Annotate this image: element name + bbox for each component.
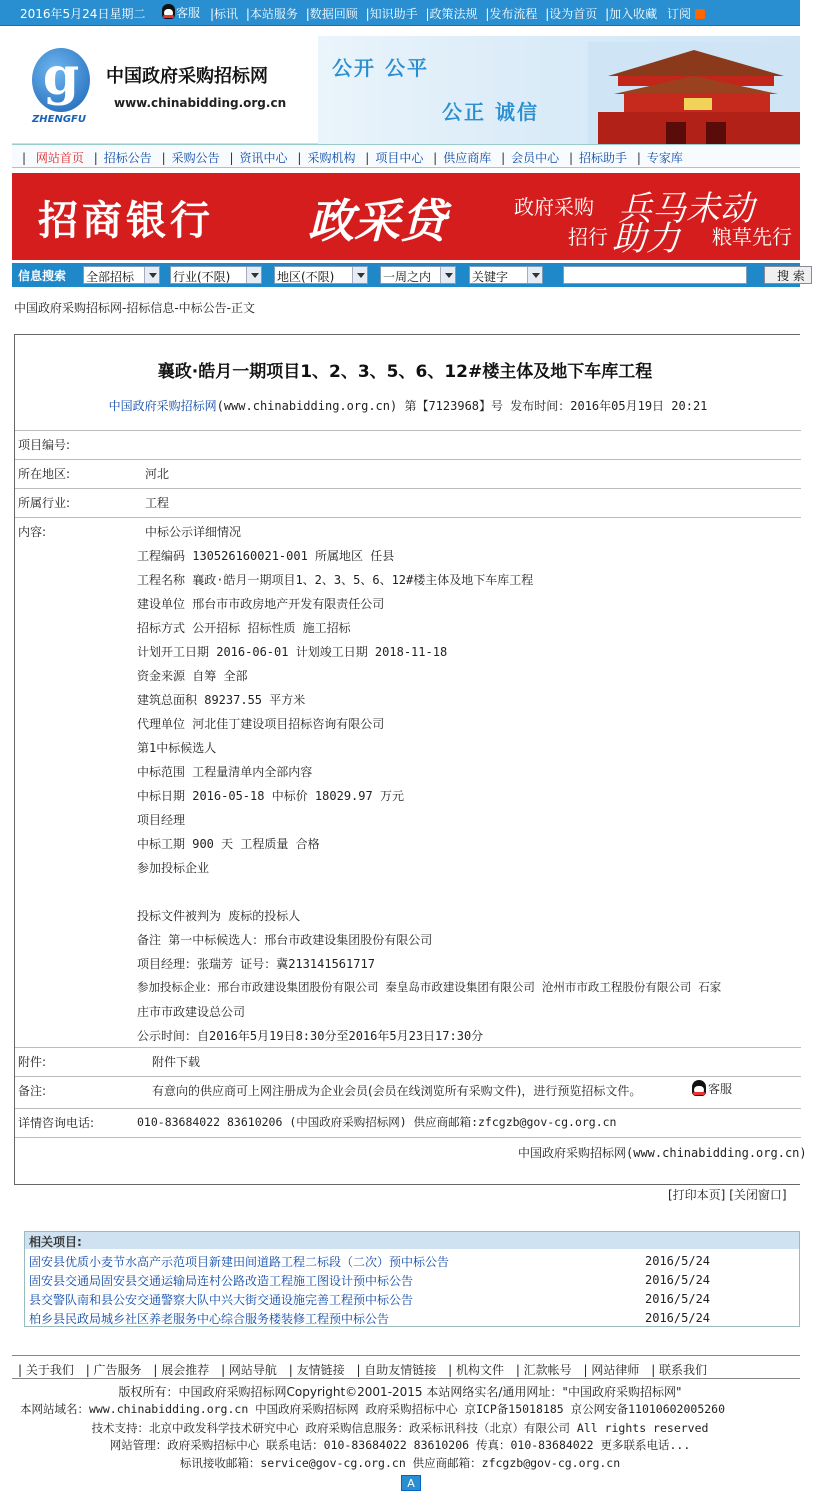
article-signature: 中国政府采购招标网(www.chinabidding.org.cn) [518,1146,807,1160]
content-line: 项目经理：张瑞芳 证号：冀213141561717 [137,957,375,971]
related-projects [24,1231,800,1327]
article-title: 襄政·皓月一期项目1、2、3、5、6、12#楼主体及地下车库工程 [157,362,653,382]
content-line: 庄市市政建设总公司 [137,1005,246,1019]
top-link-publish-flow[interactable]: |发布流程 [485,7,538,21]
logo-subtitle: ZHENGFU [32,114,86,125]
related-item-date: 2016/5/24 [645,1311,711,1325]
content-line: 代理单位 河北佳丁建设项目招标咨询有限公司 [137,717,385,731]
related-item[interactable]: 县交警队南和县公安交通警察大队中兴大街交通设施完善工程预中标公告 [29,1293,414,1307]
content-line: 项目经理 [137,813,186,827]
region-select[interactable]: 地区(不限) [274,266,368,284]
footer-link-remit[interactable]: | 汇款帐号 [515,1363,572,1377]
slogan-line-2: 公正 诚信 [442,100,539,124]
content-line: 工程名称 襄政·皓月一期项目1、2、3、5、6、12#楼主体及地下车库工程 [137,573,534,587]
content-line: 工程编码 130526160021-001 所属地区 任县 [137,549,395,563]
content-line: 中标范围 工程量清单内全部内容 [137,765,313,779]
footer-link-friends[interactable]: | 友情链接 [288,1363,345,1377]
content-line: 中标公示详细情况 [145,525,242,539]
field-phone: 详情咨询电话: 010-83684022 83610206 (中国政府采购招标网) 供应商邮箱:zfcgzb@gov-cg.org.cn [15,1109,801,1138]
top-link-set-homepage[interactable]: |设为首页 [545,7,598,21]
banner-bank-name: 招商银行 [38,197,214,244]
banner-product: 政采贷 [308,194,446,248]
attachment-download-link[interactable]: 附件下载 [152,1055,201,1069]
content-line: 资金来源 自筹 全部 [137,669,248,683]
footer-link-self-friends[interactable]: | 自助友情链接 [356,1363,437,1377]
customer-service-link[interactable]: 客服 [162,4,200,21]
footer-link-ads[interactable]: | 广告服务 [85,1363,142,1377]
nav-expert-db[interactable]: 专家库 [646,151,683,165]
search-bar [12,263,805,287]
slogan-panel [318,36,800,144]
top-bar [0,0,800,26]
breadcrumb[interactable]: 中国政府采购招标网-招标信息-中标公告-正文 [14,301,255,315]
close-window-link[interactable]: [关闭窗口] [729,1188,787,1202]
tiananmen-gate-illustration [588,42,800,144]
banner-slogan-a: 政府采购 [514,195,594,219]
footer-link-about[interactable]: | 关于我们 [18,1363,74,1377]
nav-home[interactable]: 网站首页 [35,151,84,165]
nav-supplier-db[interactable]: 供应商库 [443,151,492,165]
footer-link-lawyer[interactable]: | 网站律师 [583,1363,640,1377]
rss-icon [695,9,705,19]
nav-bid-notices[interactable]: 招标公告 [103,151,152,165]
content-line: 中标日期 2016-05-18 中标价 18029.97 万元 [137,789,404,803]
banner-slogan-b: 兵马未动 [618,189,754,229]
content-line: 中标工期 900 天 工程质量 合格 [137,837,320,851]
content-line: 备注 第一中标候选人：邢台市政建设集团股份有限公司 [137,933,433,947]
nav-bid-assistant[interactable]: 招标助手 [579,151,628,165]
nav-member-center[interactable]: 会员中心 [511,151,560,165]
footer-link-expo[interactable]: | 展会推荐 [153,1363,210,1377]
field-select[interactable]: 关键字 [469,266,543,284]
article-panel [14,334,807,1185]
chevron-down-icon [440,267,455,283]
category-select[interactable]: 全部招标 [83,266,160,284]
top-links [208,5,709,22]
top-link-data-review[interactable]: |数据回顾 [305,7,358,21]
article-meta: 中国政府采购招标网(www.chinabidding.org.cn) 第【7123968】号 发布时间：2016年05月19日 20:21 [108,399,708,413]
chevron-down-icon [352,267,367,283]
top-link-favorite[interactable]: |加入收藏 [605,7,658,21]
nav-procurement-notices[interactable]: 采购公告 [171,151,220,165]
back-to-top-button[interactable]: A [401,1475,421,1491]
main-nav: | 网站首页 | 招标公告 | 采购公告 | 资讯中心 | 采购机构 | 项目中心 | 供应商库 | 会员中心 | 招标助手 | 专家库 [12,144,800,168]
chevron-down-icon [144,267,159,283]
search-input[interactable] [563,266,747,284]
content-line: 投标文件被判为 废标的投标人 [137,909,301,923]
footer-divider [12,1378,800,1379]
footer-admin: 网站管理：政府采购招标中心 联系电话：010-83684022 83610206 传真：010-83684022 更多联系电话... [109,1438,691,1452]
page-actions [668,1186,787,1203]
industry-select[interactable]: 行业(不限) [170,266,262,284]
nav-procurement-agencies[interactable]: 采购机构 [307,151,356,165]
banner-slogan-e: 粮草先行 [712,225,792,249]
chevron-down-icon [527,267,542,283]
content-line: 计划开工日期 2016-06-01 计划竣工日期 2018-11-18 [137,645,448,659]
ad-banner[interactable] [12,173,800,260]
footer-link-contact[interactable]: | 联系我们 [651,1363,708,1377]
footer-divider [12,1355,800,1356]
nav-news-center[interactable]: 资讯中心 [239,151,288,165]
top-link-services[interactable]: |本站服务 [245,7,298,21]
search-button[interactable]: 搜 索 [764,266,812,284]
related-item-date: 2016/5/24 [645,1292,711,1306]
remark-service-link[interactable]: 客服 [692,1080,732,1097]
print-page-link[interactable]: [打印本页] [668,1188,726,1202]
time-range-select[interactable]: 一周之内 [380,266,456,284]
phone-value: 010-83684022 83610206 (中国政府采购招标网) 供应商邮箱:zfcgzb@gov-cg.org.cn [137,1115,617,1129]
top-link-biaoxun[interactable]: |标讯 [210,7,239,21]
chevron-down-icon [246,267,261,283]
related-item[interactable]: 固安县优质小麦节水高产示范项目新建田间道路工程二标段（二次）预中标公告 [29,1255,450,1269]
source-link[interactable]: 中国政府采购招标网 [108,399,217,413]
footer-link-sitemap[interactable]: | 网站导航 [221,1363,277,1377]
footer-tech: 技术支持：北京中政发科学技术研究中心 政府采购信息服务：政采标讯科技（北京）有限公司 All rights reserved [91,1421,709,1435]
slogan-line-1: 公开 公平 [332,56,429,80]
footer-domain: 本网站域名：www.chinabidding.org.cn 中国政府采购招标网 政府采购招标中心 京ICP备15018185 京公网安备11010602005260 [20,1402,726,1416]
content-line: 参加投标企业：邢台市政建设集团股份有限公司 秦皇岛市政建设集团有限公司 沧州市市政工程股份有限公司 石家 [137,980,722,994]
qq-icon [692,1080,706,1096]
nav-project-center[interactable]: 项目中心 [375,151,424,165]
search-label: 信息搜索 [18,269,67,283]
top-link-policy[interactable]: |政策法规 [425,7,478,21]
footer-email: 标讯接收邮箱：service@gov-cg.org.cn 供应商邮箱：zfcgzb@gov-cg.org.cn [179,1456,621,1470]
current-date: 2016年5月24日星期二 [20,7,146,21]
site-header [12,36,800,144]
content-line: 建设单位 邢台市市政房地产开发有限责任公司 [137,597,385,611]
footer-nav [18,1361,715,1378]
related-header: 相关项目: [25,1232,799,1249]
site-logo[interactable]: g [32,48,90,112]
footer-link-agency-docs[interactable]: | 机构文件 [448,1363,504,1377]
field-remark: 备注: 有意向的供应商可上网注册成为企业会员(会员在线浏览所有采购文件)，进行预览招标文件。 客服 [15,1077,801,1109]
banner-slogan-c: 招行 [568,225,608,249]
qq-icon [162,4,175,19]
remark-text: 有意向的供应商可上网注册成为企业会员(会员在线浏览所有采购文件)，进行预览招标文件。 [152,1084,642,1098]
content-line: 公示时间：自2016年5月19日8:30分至2016年5月23日17:30分 [137,1029,484,1043]
banner-slogan-d: 助力 [612,219,680,259]
site-url: www.chinabidding.org.cn [114,96,287,110]
related-item[interactable]: 柏乡县民政局城乡社区养老服务中心综合服务楼装修工程预中标公告 [29,1312,390,1326]
content-line: 建筑总面积 89237.55 平方米 [137,693,306,707]
field-industry: 所属行业: 工程 [15,489,801,518]
related-item[interactable]: 固安县交通局固安县交通运输局连村公路改造工程施工图设计预中标公告 [29,1274,414,1288]
industry-value: 工程 [145,496,170,510]
region-value: 河北 [145,467,170,481]
content-line: 第1中标候选人 [137,741,217,755]
footer-copyright: 版权所有：中国政府采购招标网Copyright©2001-2015 本站网络实名/通用网址："中国政府采购招标网" [118,1385,682,1399]
field-content: 内容: 中标公示详细情况 工程编码 130526160021-001 所属地区 任县 工程名称 襄政·皓月一期项目1、2、3、5、6、12#楼主体及地下车库工程 建设单位 邢台市市政房地产开发有限责任公司 招标方式 公开招标 招标性质 施工招标 计划开工日期 2016-06-01 计划竣工日期 2018-11-18 资金来源 自筹 全部 建筑总面积 89237.55 平方米 代理单位 河北佳丁建设项目招标咨询有限公司 第1中标候选人 中标范围 工程量清单内全部内容 中标日期 2016-05-18 中标价 18029.97 万元 项目经理 中标工期 900 天 工程质量 合格 参加投标企业 投标文件被判为 废标的投标人 备注 第一中标候选人：邢台市政建设集团股份有限公司 项目经理：张瑞芳 证号：冀213141561717 参加投标企业：邢台市政建设集团股份有限公司 秦皇岛市政建设集团有限公司 沧州市市政工程股份有限公司 石家 庄市市政建设总公司 公示时间：自2016年5月19日8:30分至2016年5月23日17:30分 [15,518,801,1048]
field-region: 所在地区: 河北 [15,460,801,489]
field-attachment: 附件: 附件下载 [15,1048,801,1077]
top-link-knowledge[interactable]: |知识助手 [365,7,418,21]
site-name: 中国政府采购招标网 [106,66,268,87]
content-line: 参加投标企业 [137,861,210,875]
content-line: 招标方式 公开招标 招标性质 施工招标 [137,621,351,635]
related-item-date: 2016/5/24 [645,1273,711,1287]
related-item-date: 2016/5/24 [645,1254,711,1268]
field-project-no: 项目编号: [15,431,801,460]
top-link-subscribe[interactable]: 订阅 [665,7,707,21]
